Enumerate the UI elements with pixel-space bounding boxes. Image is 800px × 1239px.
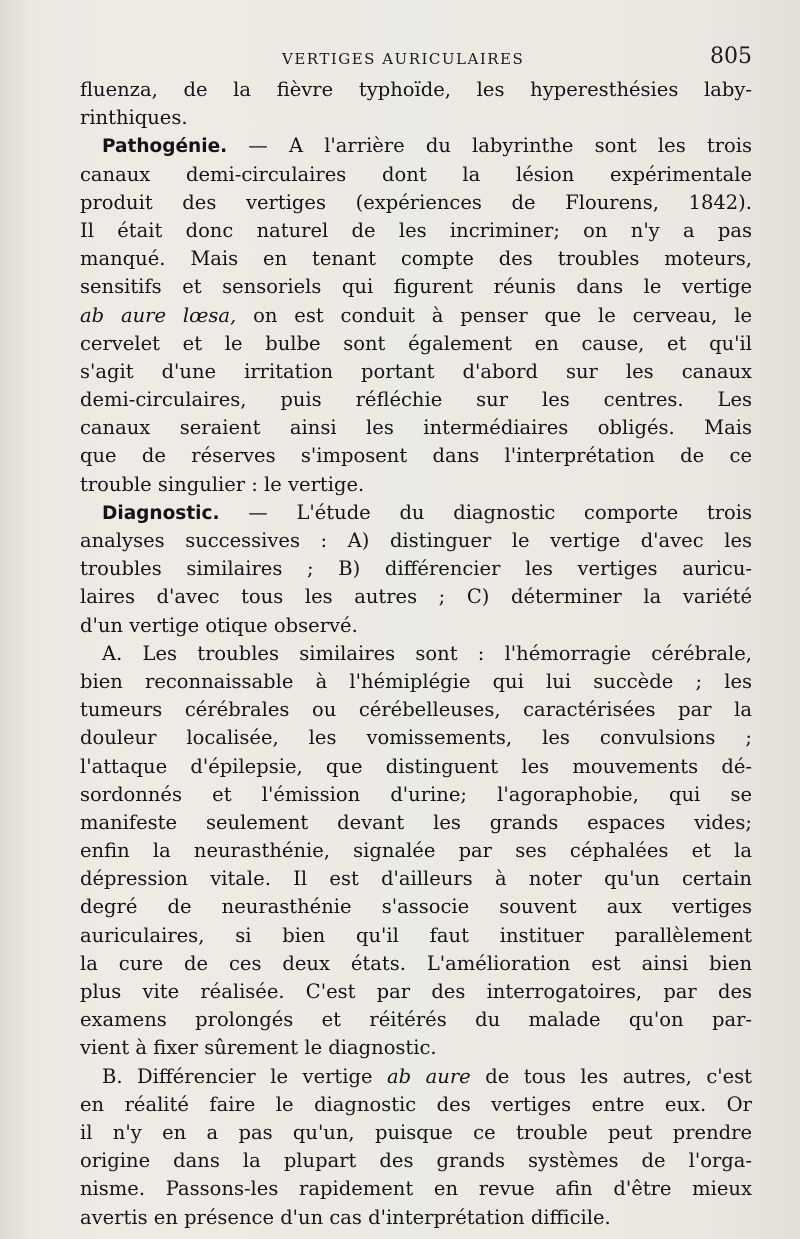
paragraph-diagnostic: [80, 499, 752, 527]
paragraph-pathogenie: [80, 132, 752, 160]
text-run: — L'étude du diagnostic comporte trois: [219, 500, 752, 524]
text-line: manifeste seulement devant les grands espaces vides;: [80, 810, 752, 834]
page-number: 805: [710, 44, 752, 69]
text-line: troubles similaires ; B) différencier les vertiges auricu-: [80, 557, 752, 581]
text-line: examens prolongés et réitérés du malade qu'on par-: [80, 1008, 752, 1032]
text-line: vient à fixer sûrement le diagnostic.: [80, 1036, 437, 1060]
text-run: B. Différencier le vertige: [102, 1064, 373, 1088]
text-line: trouble singulier : le vertige.: [80, 472, 365, 496]
text-line: rinthiques.: [80, 106, 188, 130]
text-line: la cure de ces deux états. L'amélioration est ainsi bien: [80, 951, 752, 975]
text-line: manqué. Mais en tenant compte des troubles moteurs,: [80, 247, 752, 271]
text-run: on est conduit à penser que le cerveau, le: [236, 303, 752, 327]
text-line: l'attaque d'épilepsie, que distinguent les mouvements dé-: [80, 754, 752, 778]
page-header: [80, 44, 752, 76]
text-line: degré de neurasthénie s'associe souvent aux vertiges: [80, 895, 752, 919]
text-line: sensitifs et sensoriels qui figurent réunis dans le vertige: [80, 275, 752, 299]
text-line: origine dans la plupart des grands systèmes de l'orga-: [80, 1149, 752, 1173]
text-line: douleur localisée, les vomissements, les convulsions ;: [80, 726, 752, 750]
text-line: cervelet et le bulbe sont également en cause, et qu'il: [80, 331, 752, 355]
text-line: laires d'avec tous les autres ; C) déterminer la variété: [80, 585, 752, 609]
text-line: en réalité faire le diagnostic des vertiges entre eux. Or: [80, 1092, 752, 1116]
text-line: tumeurs cérébrales ou cérébelleuses, caractérisées par la: [80, 698, 752, 722]
text-line: il n'y en a pas qu'un, puisque ce trouble peut prendre: [80, 1120, 752, 1144]
text-run: — A l'arrière du labyrinthe sont les trois: [227, 134, 752, 158]
text-line: demi-circulaires, puis réfléchie sur les centres. Les: [80, 388, 752, 412]
italic-phrase: ab aure: [387, 1064, 471, 1088]
text-line: canaux seraient ainsi les intermédiaires obligés. Mais: [80, 416, 752, 440]
text-line: canaux demi-circulaires dont la lésion expérimentale: [80, 162, 752, 186]
section-heading-diagnostic: Diagnostic.: [102, 502, 220, 524]
text-line: d'un vertige otique observé.: [80, 613, 358, 637]
text-line: analyses successives : A) distinguer le vertige d'avec les: [80, 529, 752, 552]
text-line: plus vite réalisée. C'est par des interrogatoires, par des: [80, 980, 752, 1003]
section-heading-pathogenie: Pathogénie.: [102, 136, 228, 158]
text-line: dépression vitale. Il est d'ailleurs à noter qu'un certain: [80, 867, 752, 891]
text-line: auriculaires, si bien qu'il faut instituer parallèlement: [80, 923, 752, 947]
italic-phrase: ab aure lœsa,: [80, 303, 237, 327]
text-line: [80, 302, 752, 330]
text-line: produit des vertiges (expériences de Flourens, 1842).: [80, 190, 752, 214]
text-line: nisme. Passons-les rapidement en revue afin d'être mieux: [80, 1177, 752, 1201]
body-text: [80, 76, 752, 1232]
text-line: bien reconnaissable à l'hémiplégie qui lui succède ; les: [80, 669, 752, 693]
text-run: de tous les autres, c'est: [470, 1064, 752, 1088]
text-line: fluenza, de la fièvre typhoïde, les hyperesthésies laby-: [80, 78, 752, 101]
text-line: que de réserves s'imposent dans l'interprétation de ce: [80, 444, 752, 468]
text-line: s'agit d'une irritation portant d'abord sur les canaux: [80, 359, 752, 383]
text-line: Il était donc naturel de les incriminer; on n'y a pas: [80, 218, 752, 242]
text-line: [80, 1063, 752, 1091]
text-line: sordonnés et l'émission d'urine; l'agoraphobie, qui se: [80, 782, 752, 806]
text-line: enfin la neurasthénie, signalée par ses céphalées et la: [80, 839, 752, 863]
text-line: avertis en présence d'un cas d'interprétation difficile.: [80, 1205, 611, 1229]
running-title: VERTIGES AURICULAIRES: [282, 50, 525, 68]
text-line: A. Les troubles similaires sont : l'hémorragie cérébrale,: [102, 641, 752, 665]
